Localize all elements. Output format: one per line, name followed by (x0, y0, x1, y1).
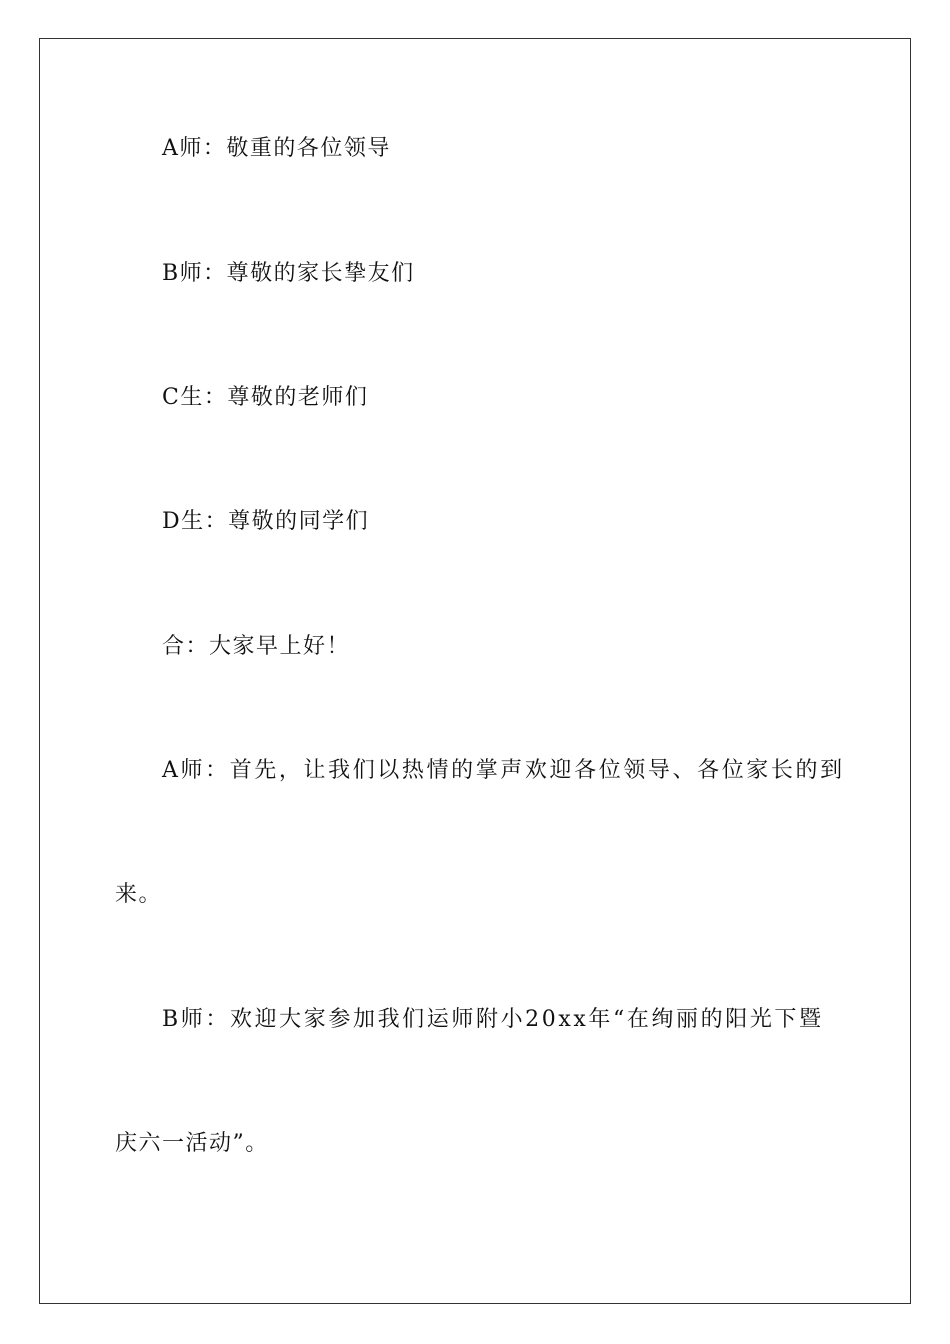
line-together-greeting: 合：大家早上好！ (162, 634, 351, 659)
line-a-teacher-welcome-continued: 来。 (115, 882, 163, 907)
line-a-teacher-welcome: A师：首先，让我们以热情的掌声欢迎各位领导、各位家长的到 (162, 758, 845, 783)
line-c-student-greeting: C生：尊敬的老师们 (162, 385, 369, 410)
line-b-teacher-welcome: B师：欢迎大家参加我们运师附小20xx年“在绚丽的阳光下暨 (162, 1007, 824, 1032)
line-d-student-greeting: D生：尊敬的同学们 (162, 509, 370, 534)
line-a-teacher-greeting: A师：敬重的各位领导 (162, 136, 391, 161)
line-b-teacher-greeting: B师：尊敬的家长挚友们 (162, 261, 415, 286)
line-b-teacher-welcome-continued: 庆六一活动”。 (115, 1131, 269, 1156)
page-frame (39, 38, 911, 1304)
